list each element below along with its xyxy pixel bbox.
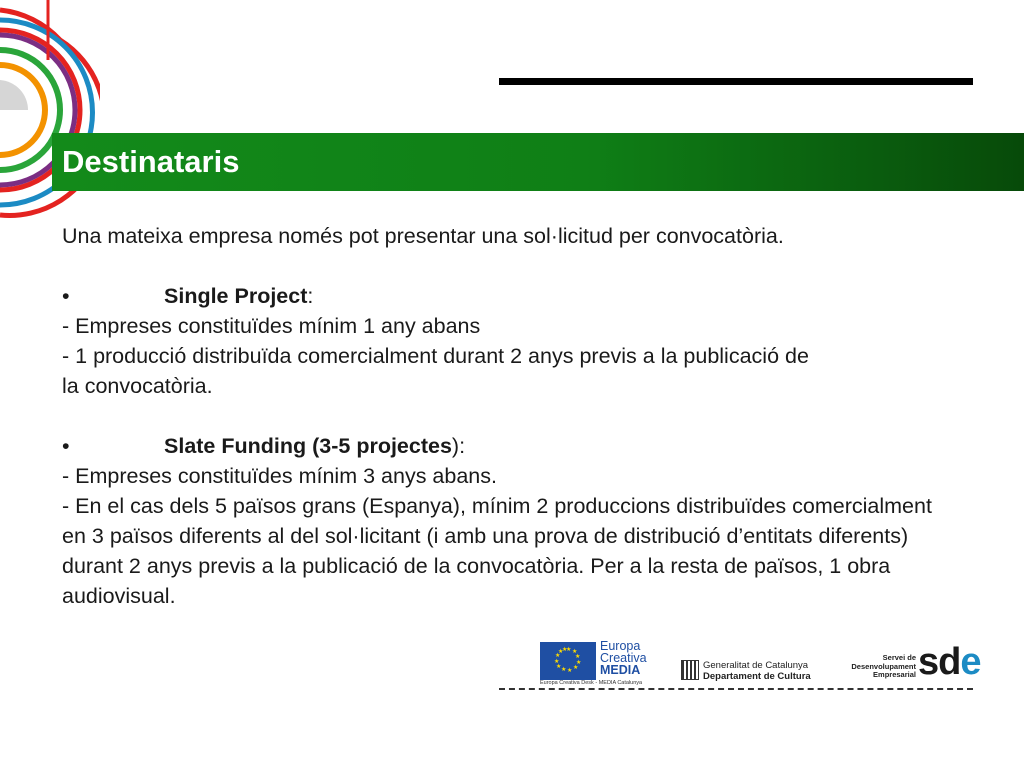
- section-line: - Empreses constituïdes mínim 3 anys abans.: [62, 464, 497, 488]
- svg-text:★: ★: [554, 658, 560, 665]
- section-heading-suffix: ):: [451, 434, 466, 458]
- europa-creativa-media: MEDIA: [600, 663, 641, 677]
- generalitat-logo: [703, 660, 811, 682]
- svg-text:★: ★: [555, 652, 561, 659]
- generalitat-line1: Generalitat de Catalunya: [703, 660, 809, 671]
- decorative-arcs: [0, 0, 100, 230]
- svg-text:★: ★: [567, 667, 573, 674]
- slide-body: [62, 221, 962, 611]
- sde-logo: [918, 642, 981, 682]
- svg-text:★: ★: [572, 648, 578, 655]
- footer-dashed-rule: [499, 688, 973, 690]
- section-heading-slate-funding: [62, 431, 962, 461]
- europa-creativa-line1: Europa: [600, 639, 641, 653]
- section-heading-single-project: [62, 281, 962, 311]
- europa-creativa-logo: [600, 640, 647, 676]
- svg-text:★: ★: [558, 648, 564, 655]
- sde-mark-sd: sd: [918, 641, 961, 683]
- eu-stars-icon: [540, 642, 596, 680]
- sde-caption: [836, 654, 916, 680]
- svg-text:★: ★: [575, 653, 581, 660]
- arc-gray: [0, 80, 28, 110]
- svg-text:★: ★: [562, 646, 568, 653]
- sde-mark-e: e: [960, 641, 981, 683]
- svg-text:★: ★: [576, 659, 582, 666]
- eu-flag-icon: [540, 642, 596, 680]
- sde-line3: Empresarial: [873, 670, 916, 679]
- section-line: - En el cas dels 5 països grans (Espanya), mínim 2 produccions distribuïdes comercialment en 3 països diferents al del sol·licitant (i amb una prova de distribució d’entitats diferents) durant 2 anys previs a la publicació de la convocatòria. Per a la resta de països, 1 obra audiovisual.: [62, 494, 932, 608]
- title-bar: [52, 133, 1024, 191]
- generalitat-emblem-icon: [681, 660, 699, 680]
- section-line: - Empreses constituïdes mínim 1 any abans: [62, 314, 481, 338]
- svg-text:★: ★: [566, 646, 572, 653]
- section-line: - 1 producció distribuïda comercialment durant 2 anys previs a la publicació de la convocatòria.: [62, 344, 809, 398]
- sde-line2: Desenvolupament: [851, 661, 916, 671]
- slide-title: Destinataris: [62, 144, 240, 179]
- intro-text: Una mateixa empresa només pot presentar una sol·licitud per convocatòria.: [62, 224, 784, 248]
- bullet-marker: •: [62, 434, 70, 458]
- svg-text:★: ★: [573, 664, 579, 671]
- section-heading-suffix: :: [307, 284, 314, 308]
- sde-line1: Servei de: [882, 653, 916, 662]
- svg-text:★: ★: [556, 663, 562, 670]
- europa-creativa-line2: Creativa: [600, 651, 647, 665]
- top-black-rule: [499, 78, 973, 85]
- generalitat-line2: Departament de Cultura: [703, 671, 811, 682]
- bullet-marker: •: [62, 284, 70, 308]
- section-heading-text: Slate Funding (3-5 projectes: [164, 434, 452, 458]
- europa-creativa-caption: Europa Creativa Desk - MEDIA Catalunya: [540, 680, 643, 686]
- svg-text:★: ★: [561, 666, 567, 673]
- footer-logos: [536, 639, 981, 690]
- section-heading-text: Single Project: [164, 284, 308, 308]
